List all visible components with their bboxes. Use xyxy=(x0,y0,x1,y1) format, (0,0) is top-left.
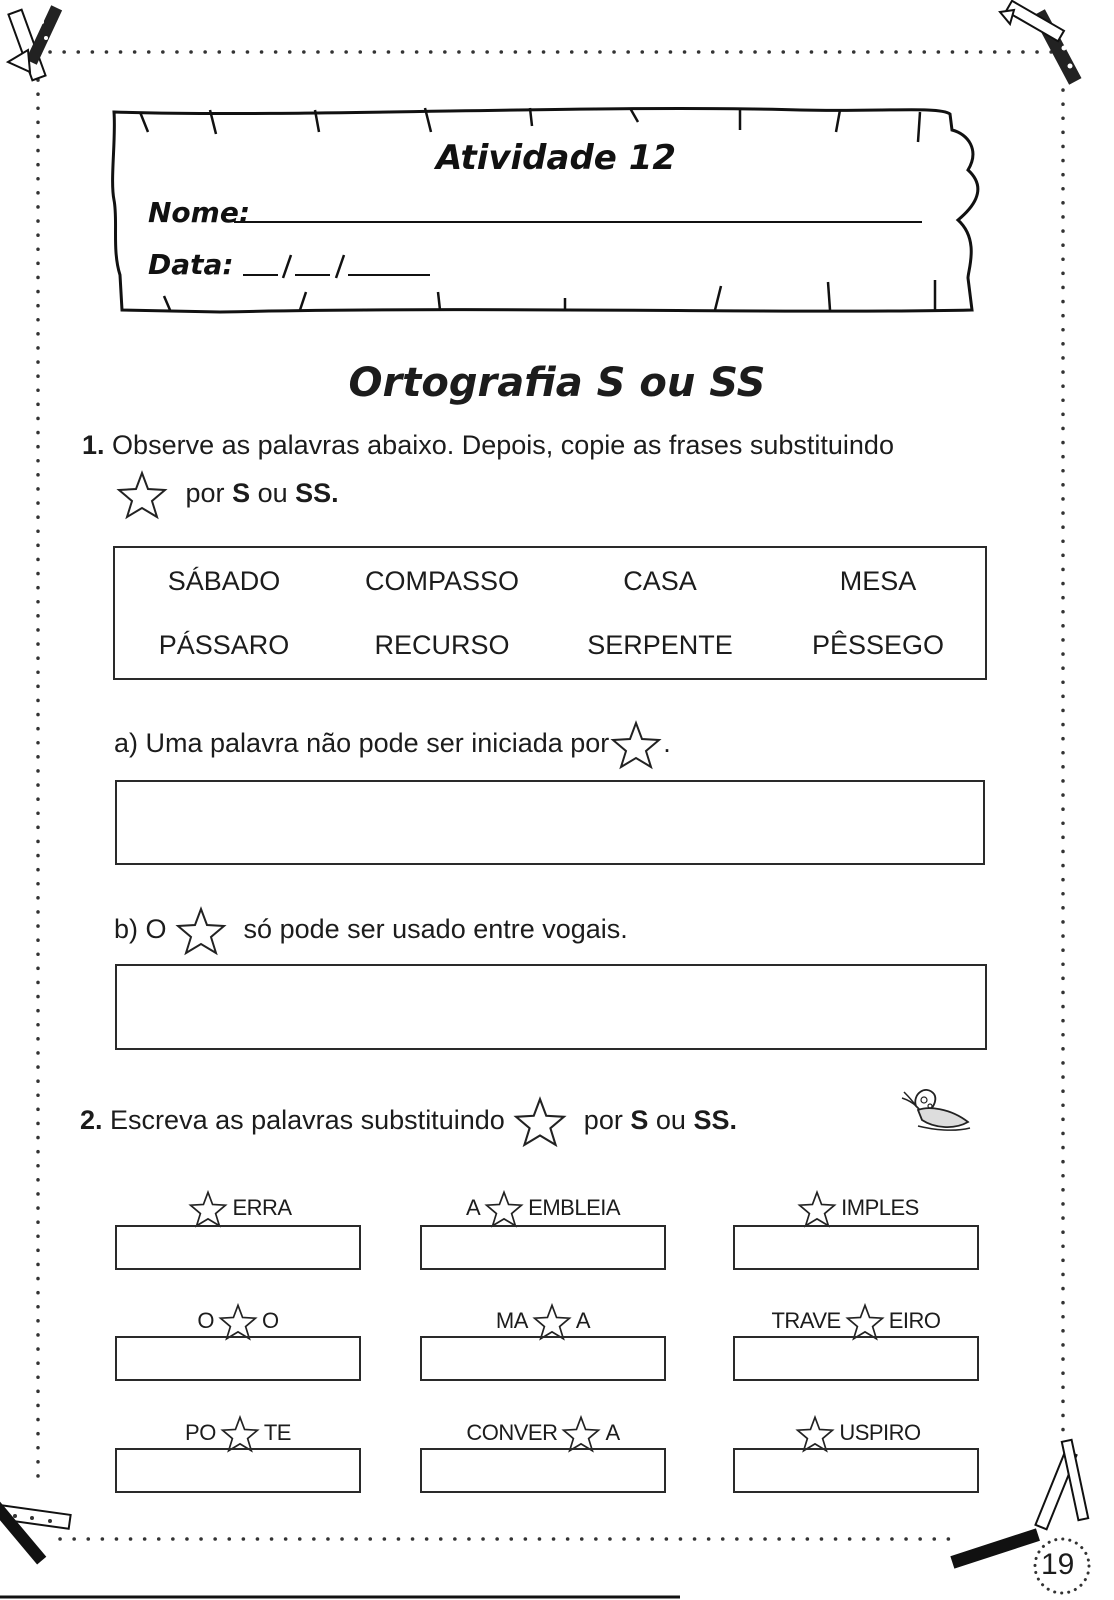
question-text: Observe as palavras abaixo. Depois, copie as frases substituindo xyxy=(112,430,894,460)
word-item: SÁBADO xyxy=(167,566,281,596)
star-icon xyxy=(512,1096,568,1148)
exercise-answer-box[interactable] xyxy=(115,1336,361,1381)
question-1a: a) Uma palavra não pode ser iniciada por . xyxy=(114,720,671,770)
page-title: Ortografia S ou SS xyxy=(348,360,766,406)
star-icon xyxy=(797,1190,837,1228)
question-1-line1 xyxy=(82,428,894,462)
pencil-icon xyxy=(8,5,62,80)
word-item: PÊSSEGO xyxy=(811,630,945,660)
exercise-answer-box[interactable] xyxy=(733,1336,979,1381)
exercise-word: USPIRO xyxy=(733,1415,979,1453)
activity-title: Atividade 12 xyxy=(436,138,677,178)
answer-box-1b[interactable] xyxy=(115,964,987,1050)
name-label: Nome: xyxy=(148,196,251,229)
butterfly-icon xyxy=(898,1086,976,1138)
exercise-word: O O xyxy=(115,1303,361,1341)
page-number: 19 xyxy=(1041,1548,1075,1581)
star-icon xyxy=(174,906,228,956)
word-bank xyxy=(113,546,987,680)
word-item: CASA xyxy=(623,566,697,596)
star-icon xyxy=(188,1190,228,1228)
exercise-word: IMPLES xyxy=(733,1190,979,1228)
star-icon xyxy=(484,1190,524,1228)
exercise-answer-box[interactable] xyxy=(115,1448,361,1493)
word-item: PÁSSARO xyxy=(158,630,290,660)
exercise-word: TRAVE EIRO xyxy=(733,1303,979,1341)
star-icon xyxy=(116,470,168,520)
word-item: RECURSO xyxy=(374,630,510,660)
star-icon xyxy=(609,720,663,770)
exercise-answer-box[interactable] xyxy=(733,1225,979,1270)
date-label: Data: xyxy=(148,248,234,281)
question-number: 2. xyxy=(80,1105,103,1136)
word-item: SERPENTE xyxy=(587,630,733,660)
exercise-word: A EMBLEIA xyxy=(420,1190,666,1228)
answer-box-1a[interactable] xyxy=(115,780,985,865)
question-1b: b) O só pode ser usado entre vogais. xyxy=(114,906,628,956)
question-number: 1. xyxy=(82,430,105,460)
exercise-answer-box[interactable] xyxy=(420,1225,666,1270)
question-1-line2: por S ou SS. xyxy=(116,470,339,520)
pencil-icon xyxy=(0,1496,71,1565)
pencil-icon xyxy=(1000,1,1081,85)
exercise-answer-box[interactable] xyxy=(420,1336,666,1381)
exercise-answer-box[interactable] xyxy=(733,1448,979,1493)
exercise-answer-box[interactable] xyxy=(420,1448,666,1493)
word-item: COMPASSO xyxy=(364,566,520,596)
exercise-word: CONVER A xyxy=(420,1415,666,1453)
exercise-word: MA A xyxy=(420,1303,666,1341)
exercise-answer-box[interactable] xyxy=(115,1225,361,1270)
exercise-word: ERRA xyxy=(115,1190,361,1228)
exercise-word: PO TE xyxy=(115,1415,361,1453)
question-2: 2. Escreva as palavras substituindo por S ou SS. xyxy=(80,1096,737,1148)
word-item: MESA xyxy=(839,566,917,596)
